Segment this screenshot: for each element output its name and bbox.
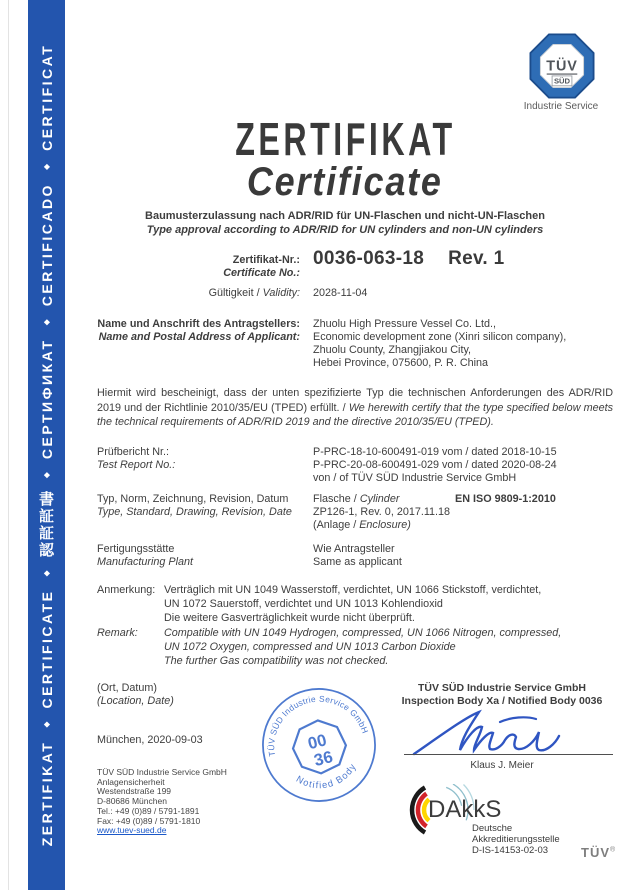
- remark-text-en: Compatible with UN 1049 Hydrogen, compressed, UN 1066 Nitrogen, compressed, UN 1072 Oxygen, compressed and UN 1013 Carbon Dioxide The further Gas compatibility was not checked.: [164, 627, 562, 668]
- remark-label-en: Remark:: [97, 627, 138, 639]
- diamond-separator-icon: ◆: [42, 319, 51, 326]
- applicant-line: Zhuolu High Pressure Vessel Co. Ltd.,: [313, 318, 497, 330]
- page-title-en: [85, 160, 605, 205]
- plant-label: Fertigungsstätte Manufacturing Plant: [97, 543, 194, 568]
- applicant-address: [313, 318, 566, 370]
- sidebar-language-item: 認 証 証 書: [38, 491, 55, 560]
- subtitle-en: Type approval according to ADR/RID for UN cylinders and non-UN cylinders: [146, 223, 544, 236]
- statement-de: Hiermit wird bescheinigt, dass der unten spezifizierte Typ die technischen Anforderungen des ADR/RID 2019 und der Richtlinie 2010/35/EU (TPED) erfüllt. /: [97, 387, 613, 414]
- applicant-label: Name und Anschrift des Antragstellers: Name and Postal Address of Applicant:: [97, 318, 300, 343]
- sidebar-band: [28, 0, 65, 890]
- sidebar-language-item: СЕРТИФИКАТ: [38, 338, 55, 460]
- test-report-line: P-PRC-18-10-600491-019 vom / dated 2018-10-15: [313, 446, 557, 458]
- registered-symbol: ®: [610, 846, 617, 854]
- type-values: Flasche / Cylinder ZP126-1, Rev. 0, 2017.11.18 (Anlage / Enclosure): [313, 493, 451, 531]
- signature-macron: [500, 717, 536, 722]
- stamp-number-top: 00: [305, 730, 329, 754]
- footer-address: TÜV SÜD Industrie Service GmbH Anlagensicherheit Westendstraße 199 D-80686 München Tel.: +49 (0)89 / 5791-1891 Fax: +49 (0)89 / 5791-1810 www.tuev-sued.de: [97, 767, 227, 836]
- signature-line: [404, 754, 613, 755]
- standard-reference: EN ISO 9809-1:2010: [455, 493, 556, 505]
- tuv-sud-logo: [526, 30, 598, 102]
- validity-value: 2028-11-04: [313, 287, 368, 299]
- logo-caption: Industrie Service: [523, 101, 599, 112]
- title-zertifikat: ZERTIFIKAT: [234, 113, 456, 165]
- sidebar-language-text: [28, 0, 65, 890]
- signature-stroke: [414, 712, 559, 754]
- signature: [408, 708, 608, 758]
- sidebar-language-item: CERTIFICADO: [38, 183, 55, 307]
- sidebar-language-item: CERTIFICAT: [38, 43, 55, 151]
- dakks-caption-1: Deutsche: [472, 823, 513, 834]
- dakks-logo: [398, 784, 578, 862]
- title-certificate: Certificate: [247, 160, 443, 204]
- location-date-value: München, 2020-09-03: [97, 734, 203, 746]
- dakks-wordmark: DAkkS: [428, 796, 502, 823]
- statement-en: We herewith certify that the type specified below meets the technical requirements of ADR/RID 2019 and the directive 2010/35/EU (TPED).: [97, 401, 614, 429]
- tuv-trademark: TÜV®: [581, 845, 617, 860]
- test-report-label: Prüfbericht Nr.: Test Report No.:: [97, 446, 176, 471]
- notified-body-stamp: [247, 673, 390, 816]
- type-drawing: ZP126-1, Rev. 0, 2017.11.18: [313, 506, 451, 518]
- diamond-separator-icon: ◆: [42, 163, 51, 171]
- sidebar-language-item: ZERTIFIKAT: [38, 740, 55, 847]
- inspection-body-block: TÜV SÜD Industrie Service GmbH Inspection Body Xa / Notified Body 0036: [401, 682, 603, 707]
- subtitle: [85, 210, 605, 237]
- signer-name: Klaus J. Meier: [470, 760, 534, 771]
- cert-no-label: Zertifikat-Nr.: Certificate No.:: [223, 254, 300, 279]
- test-report-line: P-PRC-20-08-600491-029 vom / dated 2020-08-24: [313, 459, 557, 471]
- test-report-line: von / of TÜV SÜD Industrie Service GmbH: [313, 472, 517, 484]
- type-label: Typ, Norm, Zeichnung, Revision, Datum Type, Standard, Drawing, Revision, Date: [97, 493, 292, 518]
- logo-tuv-text: TÜV: [546, 58, 578, 75]
- test-report-values: [313, 446, 557, 485]
- applicant-line: Hebei Province, 075600, P. R. China: [313, 357, 489, 369]
- cert-no-value: 0036-063-18 Rev. 1: [313, 248, 505, 269]
- dakks-caption-2: Akkreditierungsstelle: [472, 834, 560, 845]
- scan-edge-line: [8, 0, 9, 890]
- page-title-de: [85, 112, 605, 166]
- subtitle-de: Baumusterzulassung nach ADR/RID für UN-Flaschen und nicht-UN-Flaschen: [145, 210, 545, 222]
- stamp-number-bottom: 36: [312, 747, 335, 770]
- logo-sud-text: SÜD: [553, 76, 571, 86]
- plant-values: Wie Antragsteller Same as applicant: [313, 543, 402, 568]
- dakks-caption-3: D-IS-14153-02-03: [472, 845, 549, 856]
- applicant-line: Economic development zone (Xinri silicon company),: [313, 331, 567, 343]
- sidebar-language-item: CERTIFICATE: [38, 589, 55, 709]
- remark-label-de: Anmerkung:: [97, 584, 156, 596]
- stamp-ring-top-text: TÜV SÜD Industrie Service GmbH: [266, 693, 371, 758]
- cert-no-revision: Rev. 1: [448, 248, 505, 269]
- location-date-label: (Ort, Datum) (Location, Date): [97, 682, 174, 707]
- stamp-ring-bottom-text: Notified Body: [294, 761, 359, 791]
- diamond-separator-icon: ◆: [42, 570, 51, 577]
- validity-label: Gültigkeit / Validity:: [208, 287, 300, 299]
- website-link[interactable]: www.tuev-sued.de: [97, 825, 167, 836]
- remark-text-de: Verträglich mit UN 1049 Wasserstoff, verdichtet, UN 1066 Stickstoff, verdichtet, UN 1072 Sauerstoff, verdichtet und UN 1013 Kohlendioxid Die weitere Gasverträglichkeit wurde nicht überprüft.: [164, 584, 542, 625]
- applicant-line: Zhuolu County, Zhangjiakou City,: [313, 344, 472, 356]
- certification-statement: [97, 386, 613, 430]
- diamond-separator-icon: ◆: [42, 472, 51, 479]
- diamond-separator-icon: ◆: [42, 721, 51, 728]
